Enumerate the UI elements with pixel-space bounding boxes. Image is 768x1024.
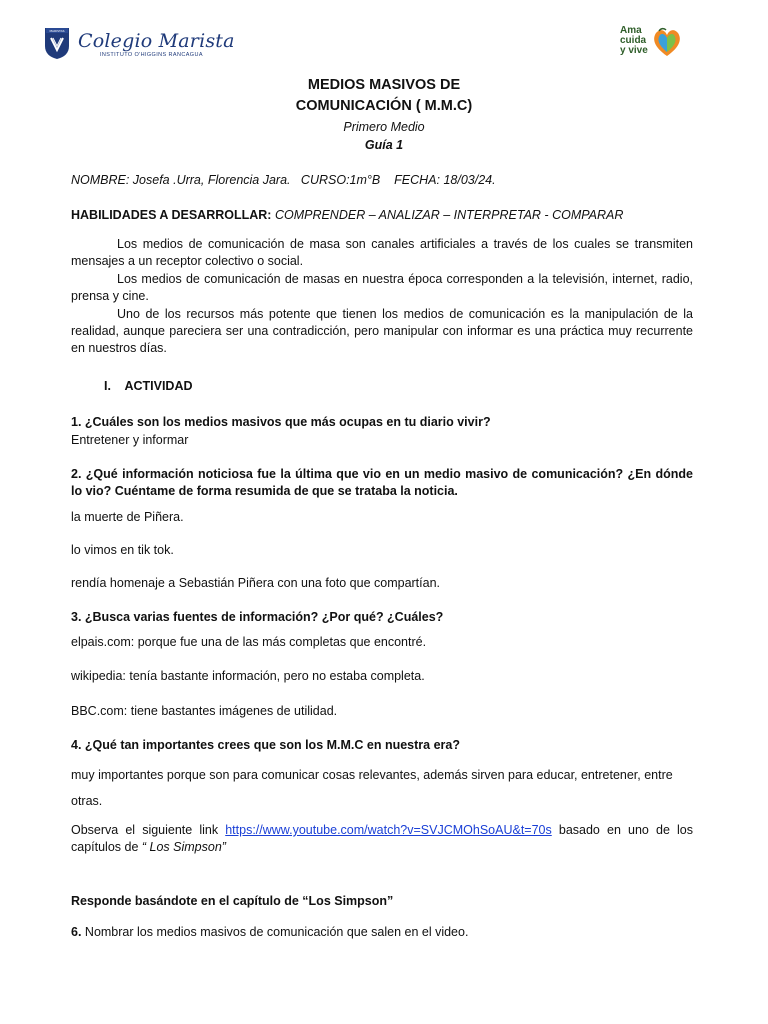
question-1: 1. ¿Cuáles son los medios masivos que más ocupas en tu diario vivir? <box>71 415 491 429</box>
paragraph-text: Uno de los recursos más potente que tienen los medios de comunicación es la manipulación de la realidad, aunque pareciera ser una contradicción, pero manipular con informar es una práctica muy recurrente en nuestros días. <box>71 307 693 355</box>
skills-label: HABILIDADES A DESARROLLAR: <box>71 208 272 222</box>
school-subtitle: INSTITUTO O'HIGGINS RANCAGUA <box>100 52 203 58</box>
skills-value: COMPRENDER – ANALIZAR – INTERPRETAR - COMPARAR <box>271 208 624 222</box>
observe-episode: “ Los Simpson” <box>141 840 226 854</box>
question-6 <box>71 924 693 941</box>
school-name: Colegio Marista <box>78 30 235 52</box>
student-info-line: NOMBRE: Josefa .Urra, Florencia Jara. CURSO:1m°B FECHA: 18/03/24. <box>71 173 496 187</box>
youtube-link[interactable]: https://www.youtube.com/watch?v=SVJCMOhSoAU&t=70s <box>225 823 552 837</box>
question-3: 3. ¿Busca varias fuentes de información? ¿Por qué? ¿Cuáles? <box>71 610 444 624</box>
answer-4: muy importantes porque son para comunicar cosas relevantes, además sirven para educar, entretener, entre otras. <box>71 768 673 808</box>
question-2: 2. ¿Qué información noticiosa fue la última que vio en un medio masivo de comunicación? ¿En dónde lo vio? Cuéntame de forma resumida de que se trataba la noticia. <box>71 467 693 498</box>
answer-3-line-2: wikipedia: tenía bastante información, pero no estaba completa. <box>71 669 425 683</box>
intro-paragraph-1 <box>71 236 693 270</box>
answer-3-line-1: elpais.com: porque fue una de las más completas que encontré. <box>71 635 427 649</box>
answer-3-line-3: BBC.com: tiene bastantes imágenes de utilidad. <box>71 704 338 718</box>
question-6-number: 6. <box>71 925 82 939</box>
doc-guide: Guía 1 <box>364 138 404 152</box>
paragraph-text: Los medios de comunicación de masa son canales artificiales a través de los cuales se transmiten mensajes a un receptor colectivo o social. <box>71 237 693 268</box>
ama-logo-text <box>620 26 648 56</box>
activity-label: ACTIVIDAD <box>124 379 193 393</box>
doc-title-line2: COMUNICACIÓN ( M.M.C) <box>295 98 473 114</box>
skills-line <box>71 207 693 224</box>
svg-text:MARISTAS: MARISTAS <box>49 29 65 33</box>
shield-icon <box>44 26 70 60</box>
respond-heading: Responde basándote en el capítulo de “Los Simpson” <box>71 894 394 908</box>
ama-line: y vive <box>620 45 648 56</box>
ama-line: cuida <box>620 35 647 46</box>
activity-number: I. <box>104 379 111 393</box>
answer-1: Entretener y informar <box>71 433 189 447</box>
observe-paragraph <box>71 822 693 856</box>
activity-heading <box>104 378 726 395</box>
paragraph-text: Los medios de comunicación de masas en nuestra época corresponden a la televisión, internet, radio, prensa y cine. <box>71 272 693 303</box>
heart-icon <box>650 25 684 59</box>
answer-2-line-1: la muerte de Piñera. <box>71 510 184 524</box>
answer-2-line-2: lo vimos en tik tok. <box>71 543 174 557</box>
question-4: 4. ¿Qué tan importantes crees que son los M.M.C en nuestra era? <box>71 738 460 752</box>
doc-subtitle: Primero Medio <box>343 120 425 134</box>
intro-paragraph-3 <box>71 306 693 357</box>
intro-paragraph-2 <box>71 271 693 305</box>
answer-2-line-3: rendía homenaje a Sebastián Piñera con una foto que compartían. <box>71 576 441 590</box>
question-6-text: Nombrar los medios masivos de comunicación que salen en el video. <box>81 925 469 939</box>
doc-title-line1: MEDIOS MASIVOS DE <box>307 77 461 93</box>
observe-text: Observa el siguiente link <box>71 823 226 837</box>
ama-line: Ama <box>620 25 642 36</box>
observe-text-2: basado en uno de los capítulos de <box>71 823 693 854</box>
